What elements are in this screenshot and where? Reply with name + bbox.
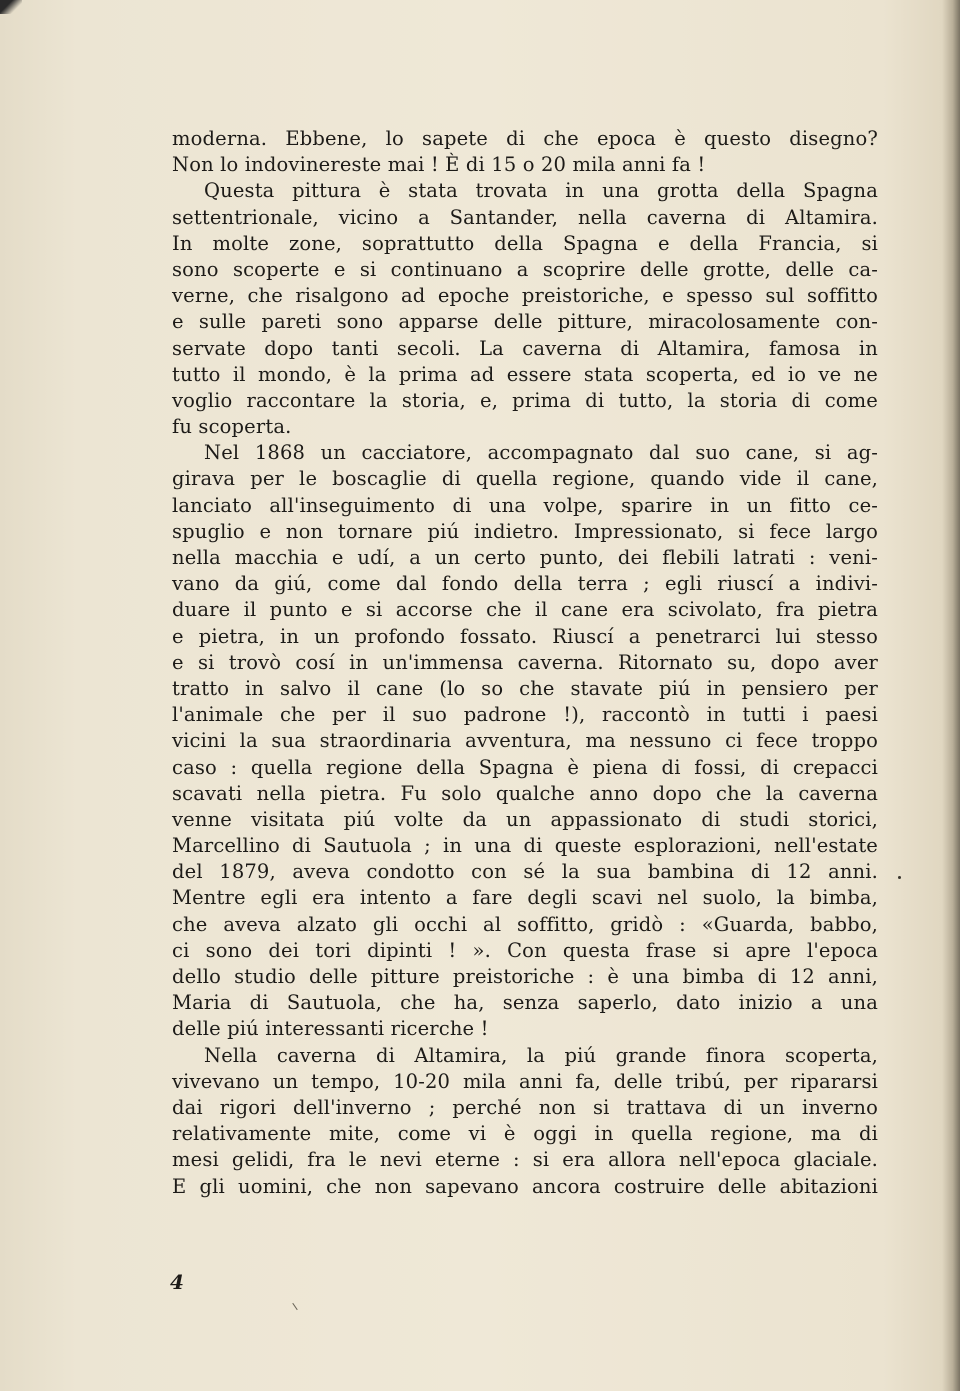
text-line: tutto il mondo, è la prima ad essere stata scoperta, ed io ve ne xyxy=(172,362,878,386)
text-line: voglio raccontare la storia, e, prima di tutto, la storia di come xyxy=(172,388,878,412)
text-line: del 1879, aveva condotto con sé la sua bambina di 12 anni. xyxy=(172,860,878,884)
text-line: vano da giú, come dal fondo della terra ; egli riuscí a indivi- xyxy=(172,572,878,596)
text-line: caso : quella regione della Spagna è piena di fossi, di crepacci xyxy=(172,755,878,779)
text-line: spuglio e non tornare piú indietro. Impressionato, si fece largo xyxy=(172,519,878,543)
text-line: fu scoperta. xyxy=(172,415,292,439)
text-line: moderna. Ebbene, lo sapete di che epoca è questo disegno? xyxy=(172,127,878,150)
text-line: dello studio delle pitture preistoriche : è una bimba di 12 anni, xyxy=(172,965,878,988)
text-line: duare il punto e si accorse che il cane era scivolato, fra pietra xyxy=(172,598,878,622)
text-line: Nel 1868 un cacciatore, accompagnato dal suo cane, si ag- xyxy=(204,441,878,465)
text-line: tratto in salvo il cane (lo so che stavate piú in pensiero per xyxy=(172,676,878,700)
text-line: l'animale che per il suo padrone !), raccontò in tutti i paesi xyxy=(172,703,878,727)
text-line: Nella caverna di Altamira, la piú grande finora scoperta, xyxy=(204,1043,878,1067)
text-line: girava per le boscaglie di quella regione, quando vide il cane, xyxy=(172,467,878,491)
text-line: Non lo indovinereste mai ! È di 15 o 20 mila anni fa ! xyxy=(172,153,706,177)
page-number: 4 xyxy=(170,1270,184,1294)
text-line: mesi gelidi, fra le nevi eterne : si era allora nell'epoca glaciale. xyxy=(172,1148,878,1172)
text-line: E gli uomini, che non sapevano ancora costruire delle abitazioni xyxy=(172,1174,878,1198)
text-line: vivevano un tempo, 10-20 mila anni fa, delle tribú, per ripararsi xyxy=(172,1069,878,1093)
text-line: e pietra, in un profondo fossato. Riuscí a penetrarci lui stesso xyxy=(172,624,878,648)
text-line: servate dopo tanti secoli. La caverna di Altamira, famosa in xyxy=(172,336,878,360)
text-line: Mentre egli era intento a fare degli scavi nel suolo, la bimba, xyxy=(172,886,878,910)
text-line: verne, che risalgono ad epoche preistoriche, e spesso sul soffitto xyxy=(172,284,878,308)
text-line: dai rigori dell'inverno ; perché non si trattava di un inverno xyxy=(172,1095,878,1119)
margin-speck xyxy=(898,876,901,879)
text-line: delle piú interessanti ricerche ! xyxy=(172,1017,489,1041)
text-line: settentrionale, vicino a Santander, nella caverna di Altamira. xyxy=(172,205,878,229)
page-binding-shadow xyxy=(942,0,960,1391)
text-line: e si trovò cosí in un'immensa caverna. Ritornato su, dopo aver xyxy=(172,650,878,674)
text-line: nella macchia e udí, a un certo punto, dei flebili latrati : veni- xyxy=(172,546,878,569)
text-line: Maria di Sautuola, che ha, senza saperlo, dato inizio a una xyxy=(172,991,878,1015)
text-line: ci sono dei tori dipinti ! ». Con questa frase si apre l'epoca xyxy=(172,938,878,962)
text-line: vicini la sua straordinaria avventura, ma nessuno ci fece troppo xyxy=(172,729,878,753)
text-line: e sulle pareti sono apparse delle pitture, miracolosamente con- xyxy=(172,310,878,334)
stray-pencil-mark xyxy=(292,1303,297,1310)
text-line: scavati nella pietra. Fu solo qualche anno dopo che la caverna xyxy=(172,781,878,805)
text-line: venne visitata piú volte da un appassionato di studi storici, xyxy=(172,807,878,831)
text-line: che aveva alzato gli occhi al soffitto, gridò : «Guarda, babbo, xyxy=(172,912,878,936)
text-line: Marcellino di Sautuola ; in una di queste esplorazioni, nell'estate xyxy=(172,834,878,858)
scan-corner-mark xyxy=(0,0,22,14)
text-line: sono scoperte e si continuano a scoprire delle grotte, delle ca- xyxy=(172,257,878,281)
text-line: In molte zone, soprattutto della Spagna e della Francia, si xyxy=(172,231,878,255)
text-line: Questa pittura è stata trovata in una grotta della Spagna xyxy=(204,179,878,203)
text-line: lanciato all'inseguimento di una volpe, sparire in un fitto ce- xyxy=(172,493,878,517)
body-text xyxy=(172,126,878,1200)
text-line: relativamente mite, come vi è oggi in quella regione, ma di xyxy=(172,1122,878,1146)
